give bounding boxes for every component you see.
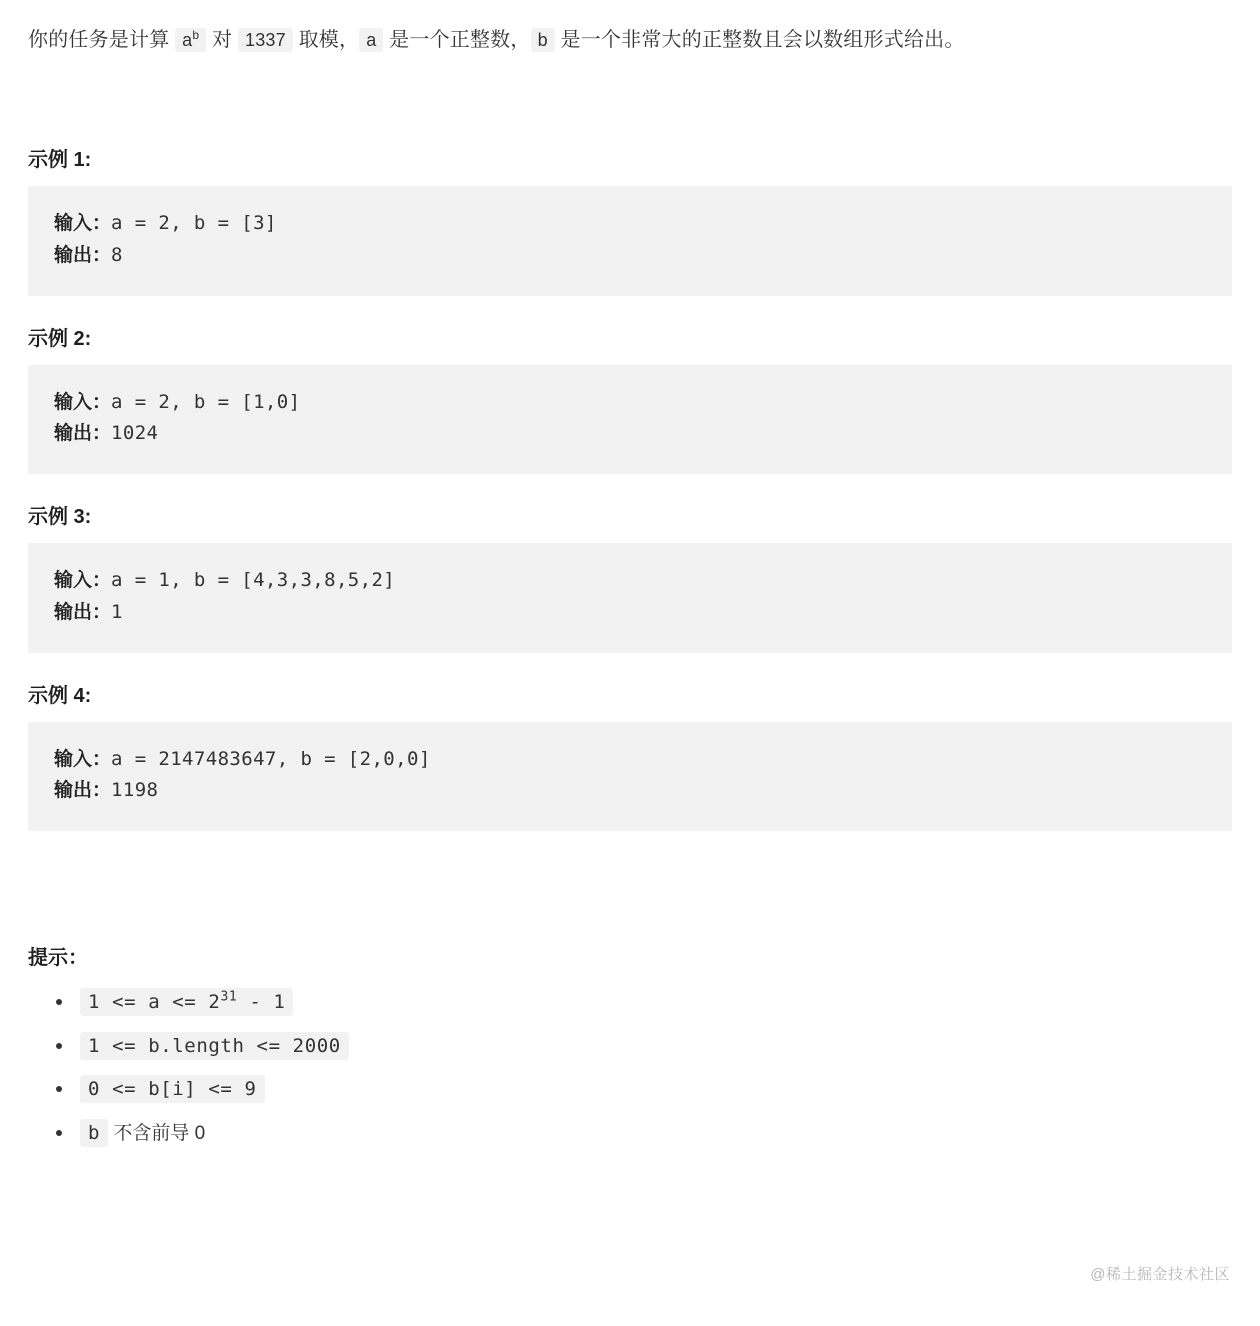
example-3-block bbox=[28, 543, 1232, 653]
list-item bbox=[80, 1032, 1232, 1062]
example-1-block bbox=[28, 186, 1232, 296]
example-1-output-line bbox=[54, 240, 1206, 272]
intro-text-4: 是一个正整数， bbox=[383, 29, 531, 51]
code-a: a bbox=[359, 28, 383, 52]
spacer bbox=[28, 857, 1232, 941]
problem-description bbox=[28, 22, 1228, 59]
hint-2-code: 1 <= b.length <= 2000 bbox=[80, 1032, 349, 1060]
output-label: 输出： bbox=[54, 601, 112, 623]
example-2-output-line bbox=[54, 418, 1206, 450]
hint-1-code-sup: 31 bbox=[220, 989, 238, 1005]
intro-text-2: 对 bbox=[206, 29, 238, 51]
example-4-title: 示例 4: bbox=[28, 684, 92, 707]
example-2-input-line bbox=[54, 387, 1206, 419]
example-3-output-line bbox=[54, 597, 1206, 629]
code-1337: 1337 bbox=[238, 28, 293, 52]
example-3-title: 示例 3: bbox=[28, 506, 92, 529]
example-3-input-line bbox=[54, 565, 1206, 597]
example-3-output-value: 1 bbox=[111, 600, 123, 623]
example-1-title: 示例 1: bbox=[28, 149, 92, 171]
hint-4-code: b bbox=[80, 1119, 108, 1147]
example-1-output-value: 8 bbox=[111, 243, 123, 266]
code-b-exponent: b bbox=[192, 28, 200, 42]
input-label: 输入： bbox=[54, 213, 112, 234]
example-2-block bbox=[28, 365, 1232, 475]
example-4-input-value: a = 2147483647, b = [2,0,0] bbox=[111, 747, 431, 770]
example-2-title: 示例 2: bbox=[28, 327, 92, 350]
example-3-input-value: a = 1, b = [4,3,3,8,5,2] bbox=[111, 569, 396, 592]
example-2-output-value: 1024 bbox=[111, 422, 159, 445]
example-1-input-line bbox=[54, 208, 1206, 240]
example-1-input-value: a = 2, b = [3] bbox=[111, 212, 277, 234]
list-item bbox=[80, 1119, 1232, 1149]
input-label: 输入： bbox=[54, 570, 112, 592]
code-b: b bbox=[531, 28, 555, 52]
hint-4-text: 不含前导 0 bbox=[108, 1122, 206, 1144]
example-4-output-line bbox=[54, 775, 1206, 807]
spacer bbox=[28, 59, 1232, 143]
example-4-block bbox=[28, 722, 1232, 832]
example-4-output-value: 1198 bbox=[111, 779, 159, 802]
watermark: @稀土掘金技术社区 bbox=[1090, 1266, 1230, 1283]
hints-title: 提示： bbox=[28, 947, 88, 970]
code-a-pow-b bbox=[175, 28, 206, 52]
intro-text-1: 你的任务是计算 bbox=[28, 29, 176, 51]
hint-1-code-pre: 1 <= a <= 2 bbox=[88, 991, 221, 1014]
output-label: 输出： bbox=[54, 780, 112, 802]
hint-3-code: 0 <= b[i] <= 9 bbox=[80, 1075, 265, 1103]
list-item bbox=[80, 988, 1232, 1018]
example-4-input-line bbox=[54, 744, 1206, 776]
intro-text-5: 是一个非常大的正整数且会以数组形式给出。 bbox=[554, 29, 965, 51]
output-label: 输出： bbox=[54, 244, 112, 266]
code-a-base: a bbox=[182, 30, 193, 50]
example-2-input-value: a = 2, b = [1,0] bbox=[111, 390, 301, 413]
input-label: 输入： bbox=[54, 391, 112, 413]
output-label: 输出： bbox=[54, 423, 112, 445]
list-item bbox=[80, 1075, 1232, 1105]
intro-text-3: 取模， bbox=[292, 29, 360, 51]
hint-1-code-post: - 1 bbox=[237, 991, 286, 1014]
input-label: 输入： bbox=[54, 748, 112, 770]
hints-list bbox=[28, 988, 1232, 1148]
hint-1-code bbox=[80, 988, 293, 1016]
